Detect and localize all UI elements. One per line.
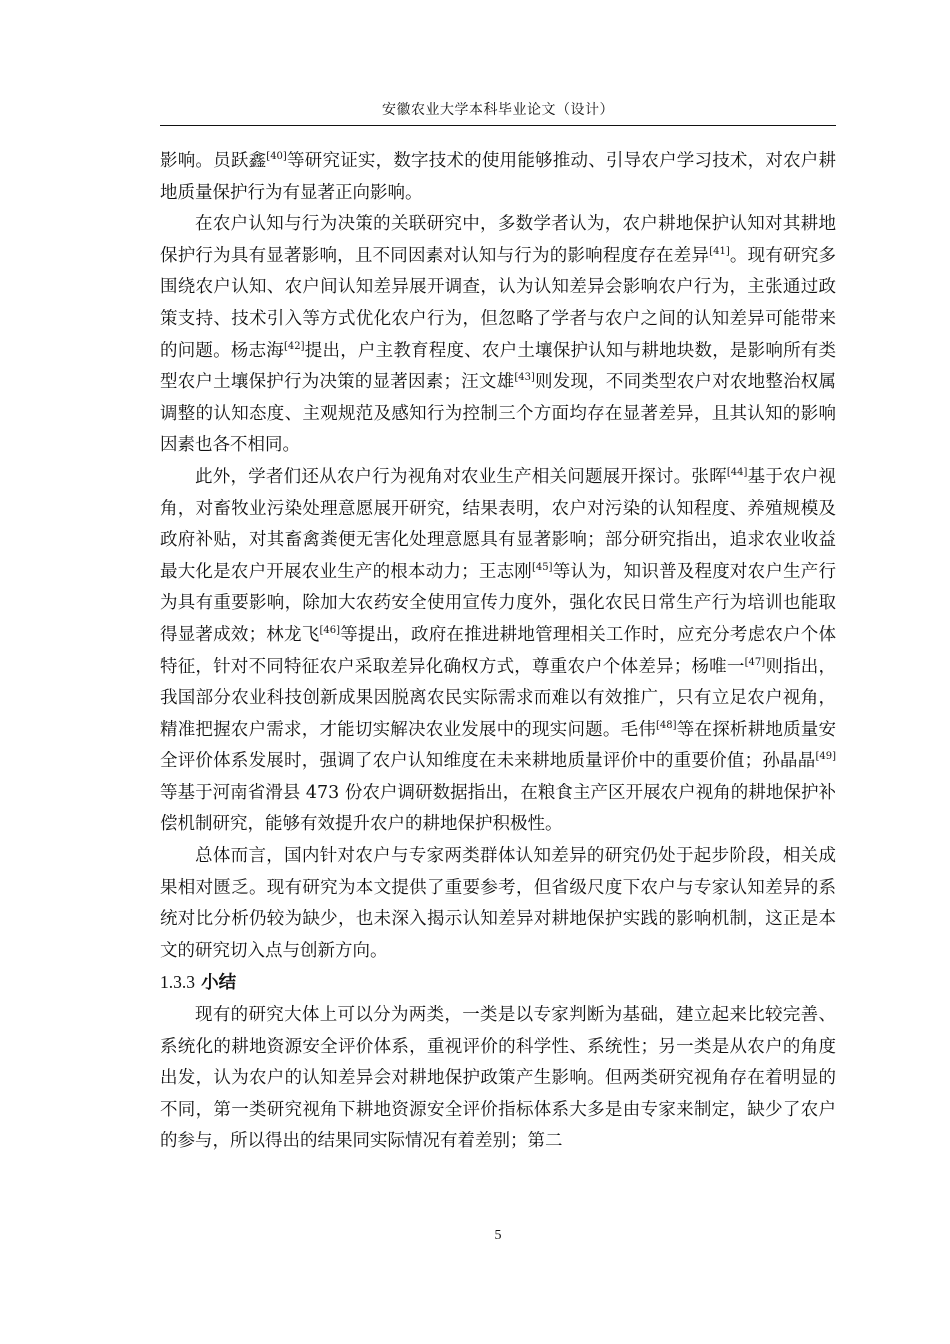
citation-46: [46] [319, 624, 340, 636]
citation-48: [48] [656, 719, 677, 731]
citation-44: [44] [726, 466, 748, 478]
paragraph-1: 影响。员跃鑫[40]等研究证实，数字技术的使用能够推动、引导农户学习技术，对农户耕地质量保护行为有显著正向影响。 [160, 151, 837, 203]
paragraph-5: 现有的研究大体上可以分为两类，一类是以专家判断为基础，建立起来比较完善、系统化的耕地资源安全评价体系，重视评价的科学性、系统性；另一类是从农户的角度出发，认为农户的认知差异会对耕地保护政策产生影响。但两类研究视角存在着明显的不同，第一类研究视角下耕地资源安全评价指标体系大多是由专家来制定，缺少了农户的参与，所以得出的结果同实际情况有着差别；第二 [160, 1005, 836, 1152]
page-number: 5 [494, 1228, 502, 1243]
citation-41: [41] [709, 245, 730, 257]
paragraph-2: 在农户认知与行为决策的关联研究中，多数学者认为，农户耕地保护认知对其耕地保护行为具有显著影响，且不同因素对认知与行为的影响程度存在差异[41]。现有研究多围绕农户认知、农户间认知差异展开调查，认为认知差异会影响农户行为，主张通过政策支持、技术引入等方式优化农户行为，但忽略了学者与农户之间的认知差异可能带来的问题。杨志海[42]提出，户主教育程度、农户土壤保护认知与耕地块数，是影响所有类型农户土壤保护行为决策的显著因素；汪文雄[43]则发现，不同类型农户对农地整治权属调整的认知态度、主观规范及感知行为控制三个方面均存在显著差异，且其认知的影响因素也各不相同。 [160, 214, 837, 456]
citation-49: [49] [815, 751, 836, 763]
section-title: 小结 [201, 973, 237, 994]
citation-42: [42] [284, 340, 305, 352]
running-header: 安徽农业大学本科毕业论文（设计） [382, 102, 614, 118]
header-rule [160, 125, 836, 126]
section-number: 1.3.3 [160, 972, 195, 993]
body-text [160, 146, 836, 1158]
paragraph-3: 此外，学者们还从农户行为视角对农业生产相关问题展开探讨。张晖[44]基于农户视角，对畜牧业污染处理意愿展开研究，结果表明，农户对污染的认知程度、养殖规模及政府补贴，对其畜禽粪便无害化处理意愿具有显著影响；部分研究指出，追求农业收益最大化是农户开展农业生产的根本动力；王志刚[45]等认为，知识普及程度对农户生产行为具有重要影响，除加大农药安全使用宣传力度外，强化农民日常生产行为培训也能取得显著成效；林龙飞[46]等提出，政府在推进耕地管理相关工作时，应充分考虑农户个体特征，针对不同特征农户采取差异化确权方式，尊重农户个体差异；杨唯一[47]则指出，我国部分农业科技创新成果因脱离农民实际需求而难以有效推广，只有立足农户视角，精准把握农户需求，才能切实解决农业发展中的现实问题。毛伟[48]等在探析耕地质量安全评价体系发展时，强调了农户认知维度在未来耕地质量评价中的重要价值；孙晶晶[49]等基于河南省滑县 473 份农户调研数据指出，在粮食主产区开展农户视角的耕地保护补偿机制研究，能够有效提升农户的耕地保护积极性。 [160, 466, 837, 835]
citation-40: [40] [266, 151, 287, 162]
paragraph-4: 总体而言，国内针对农户与专家两类群体认知差异的研究仍处于起步阶段，相关成果相对匮乏。现有研究为本文提供了重要参考，但省级尺度下农户与专家认知差异的系统对比分析仍较为缺少，也未深入揭示认知差异对耕地保护实践的影响机制，这正是本文的研究切入点与创新方向。 [160, 846, 836, 961]
section-heading [160, 967, 836, 1000]
citation-47: [47] [744, 656, 766, 668]
citation-43: [43] [514, 372, 535, 384]
citation-45: [45] [532, 561, 553, 573]
